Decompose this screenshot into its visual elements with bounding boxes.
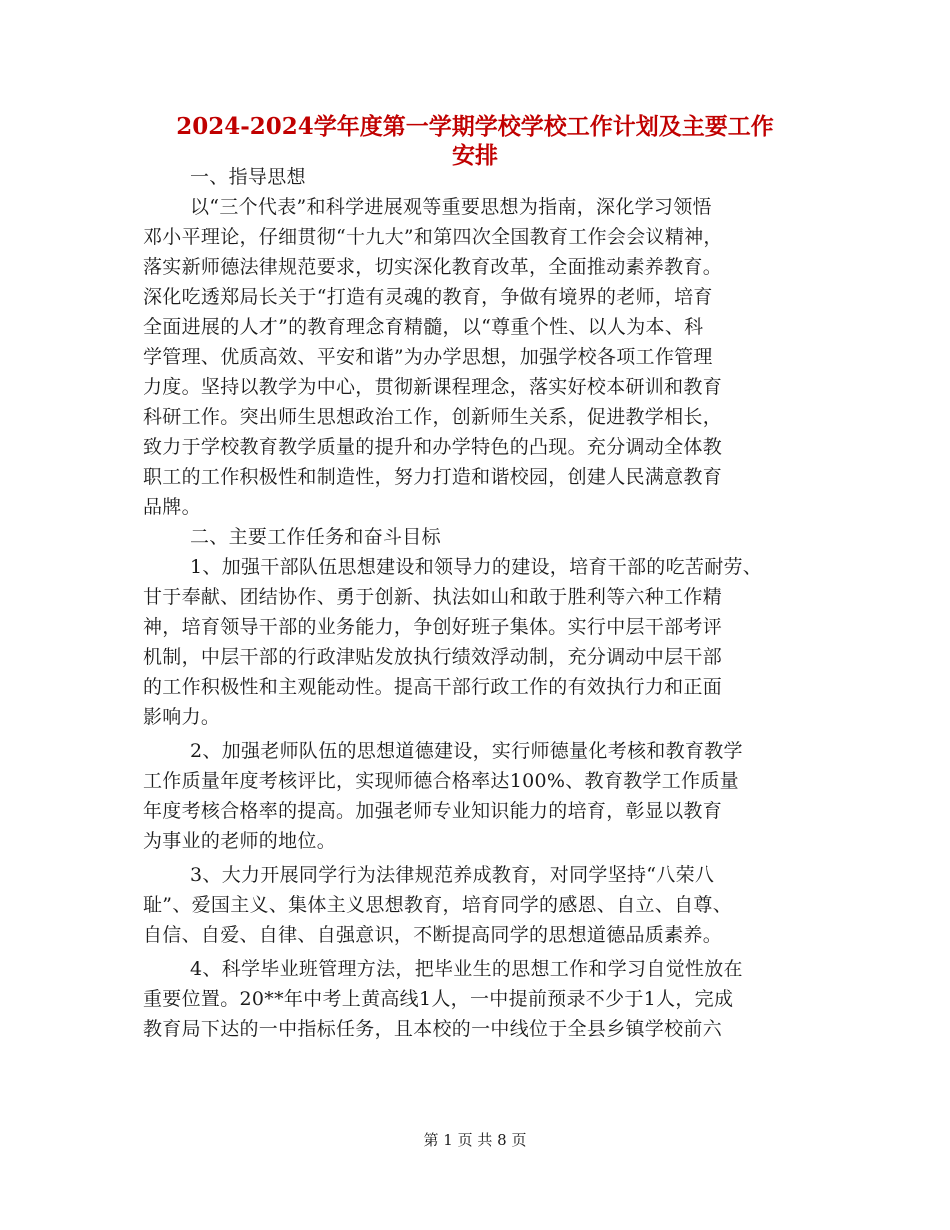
text-line: 科研工作。突出师生思想政治工作，创新师生关系，促进教学相长， [143, 406, 723, 428]
text-line: 全面进展的人才”的教育理念育精髓，以“尊重个性、以人为本、科 [143, 316, 704, 338]
text-line: 神，培育领导干部的业务能力，争创好班子集体。实行中层干部考评 [143, 616, 723, 638]
text-line: 的工作积极性和主观能动性。提高干部行政工作的有效执行力和正面 [143, 676, 723, 698]
text-line: 重要位置。20**年中考上黄高线1人，一中提前预录不少于1人，完成 [143, 988, 734, 1010]
text-line: 甘于奉献、团结协作、勇于创新、执法如山和敢于胜利等六种工作精 [143, 586, 723, 608]
text-line: 年度考核合格率的提高。加强老师专业知识能力的培育，彰显以教育 [143, 800, 723, 822]
text-line: 职工的工作积极性和制造性，努力打造和谐校园，创建人民满意教育 [143, 466, 723, 488]
page-footer: 第 1 页 共 8 页 [423, 1131, 527, 1149]
title-line-1: 2024-2024学年度第一学期学校学校工作计划及主要工作 [176, 113, 774, 140]
text-line: 二、主要工作任务和奋斗目标 [190, 526, 441, 548]
text-line: 工作质量年度考核评比，实现师德合格率达100%、教育教学工作质量 [143, 770, 739, 792]
text-line: 4、科学毕业班管理方法，把毕业生的思想工作和学习自觉性放在 [190, 958, 743, 980]
text-line: 力度。坚持以教学为中心，贯彻新课程理念，落实好校本研训和教育 [143, 376, 723, 398]
text-line: 为事业的老师的地位。 [143, 830, 337, 852]
title-line-2: 安排 [452, 142, 498, 169]
text-line: 3、大力开展同学行为法律规范养成教育，对同学坚持“八荣八 [190, 864, 715, 886]
text-line: 致力于学校教育教学质量的提升和办学特色的凸现。充分调动全体教 [143, 436, 723, 458]
text-line: 影响力。 [143, 706, 221, 728]
text-line: 邓小平理论，仔细贯彻“十九大”和第四次全国教育工作会会议精神， [143, 226, 723, 248]
text-line: 以“三个代表”和科学进展观等重要思想为指南，深化学习领悟 [190, 196, 712, 218]
text-line: 耻”、爱国主义、集体主义思想教育，培育同学的感恩、自立、自尊、 [143, 894, 733, 916]
text-line: 品牌。 [143, 496, 201, 518]
text-line: 教育局下达的一中指标任务，且本校的一中线位于全县乡镇学校前六 [143, 1018, 723, 1040]
text-line: 1、加强干部队伍思想建设和领导力的建设，培育干部的吃苦耐劳、 [190, 556, 763, 578]
text-line: 自信、自爱、自律、自强意识，不断提高同学的思想道德品质素养。 [143, 924, 723, 946]
text-line: 深化吃透郑局长关于“打造有灵魂的教育，争做有境界的老师，培育 [143, 286, 713, 308]
document-body [143, 162, 813, 1044]
text-line: 机制，中层干部的行政津贴发放执行绩效浮动制，充分调动中层干部 [143, 646, 723, 668]
text-line: 落实新师德法律规范要求，切实深化教育改革，全面推动素养教育。 [143, 256, 723, 278]
text-line: 2、加强老师队伍的思想道德建设，实行师德量化考核和教育教学 [190, 740, 743, 762]
text-line: 学管理、优质高效、平安和谐”为办学思想，加强学校各项工作管理 [143, 346, 713, 368]
text-line: 一、指导思想 [190, 166, 306, 188]
